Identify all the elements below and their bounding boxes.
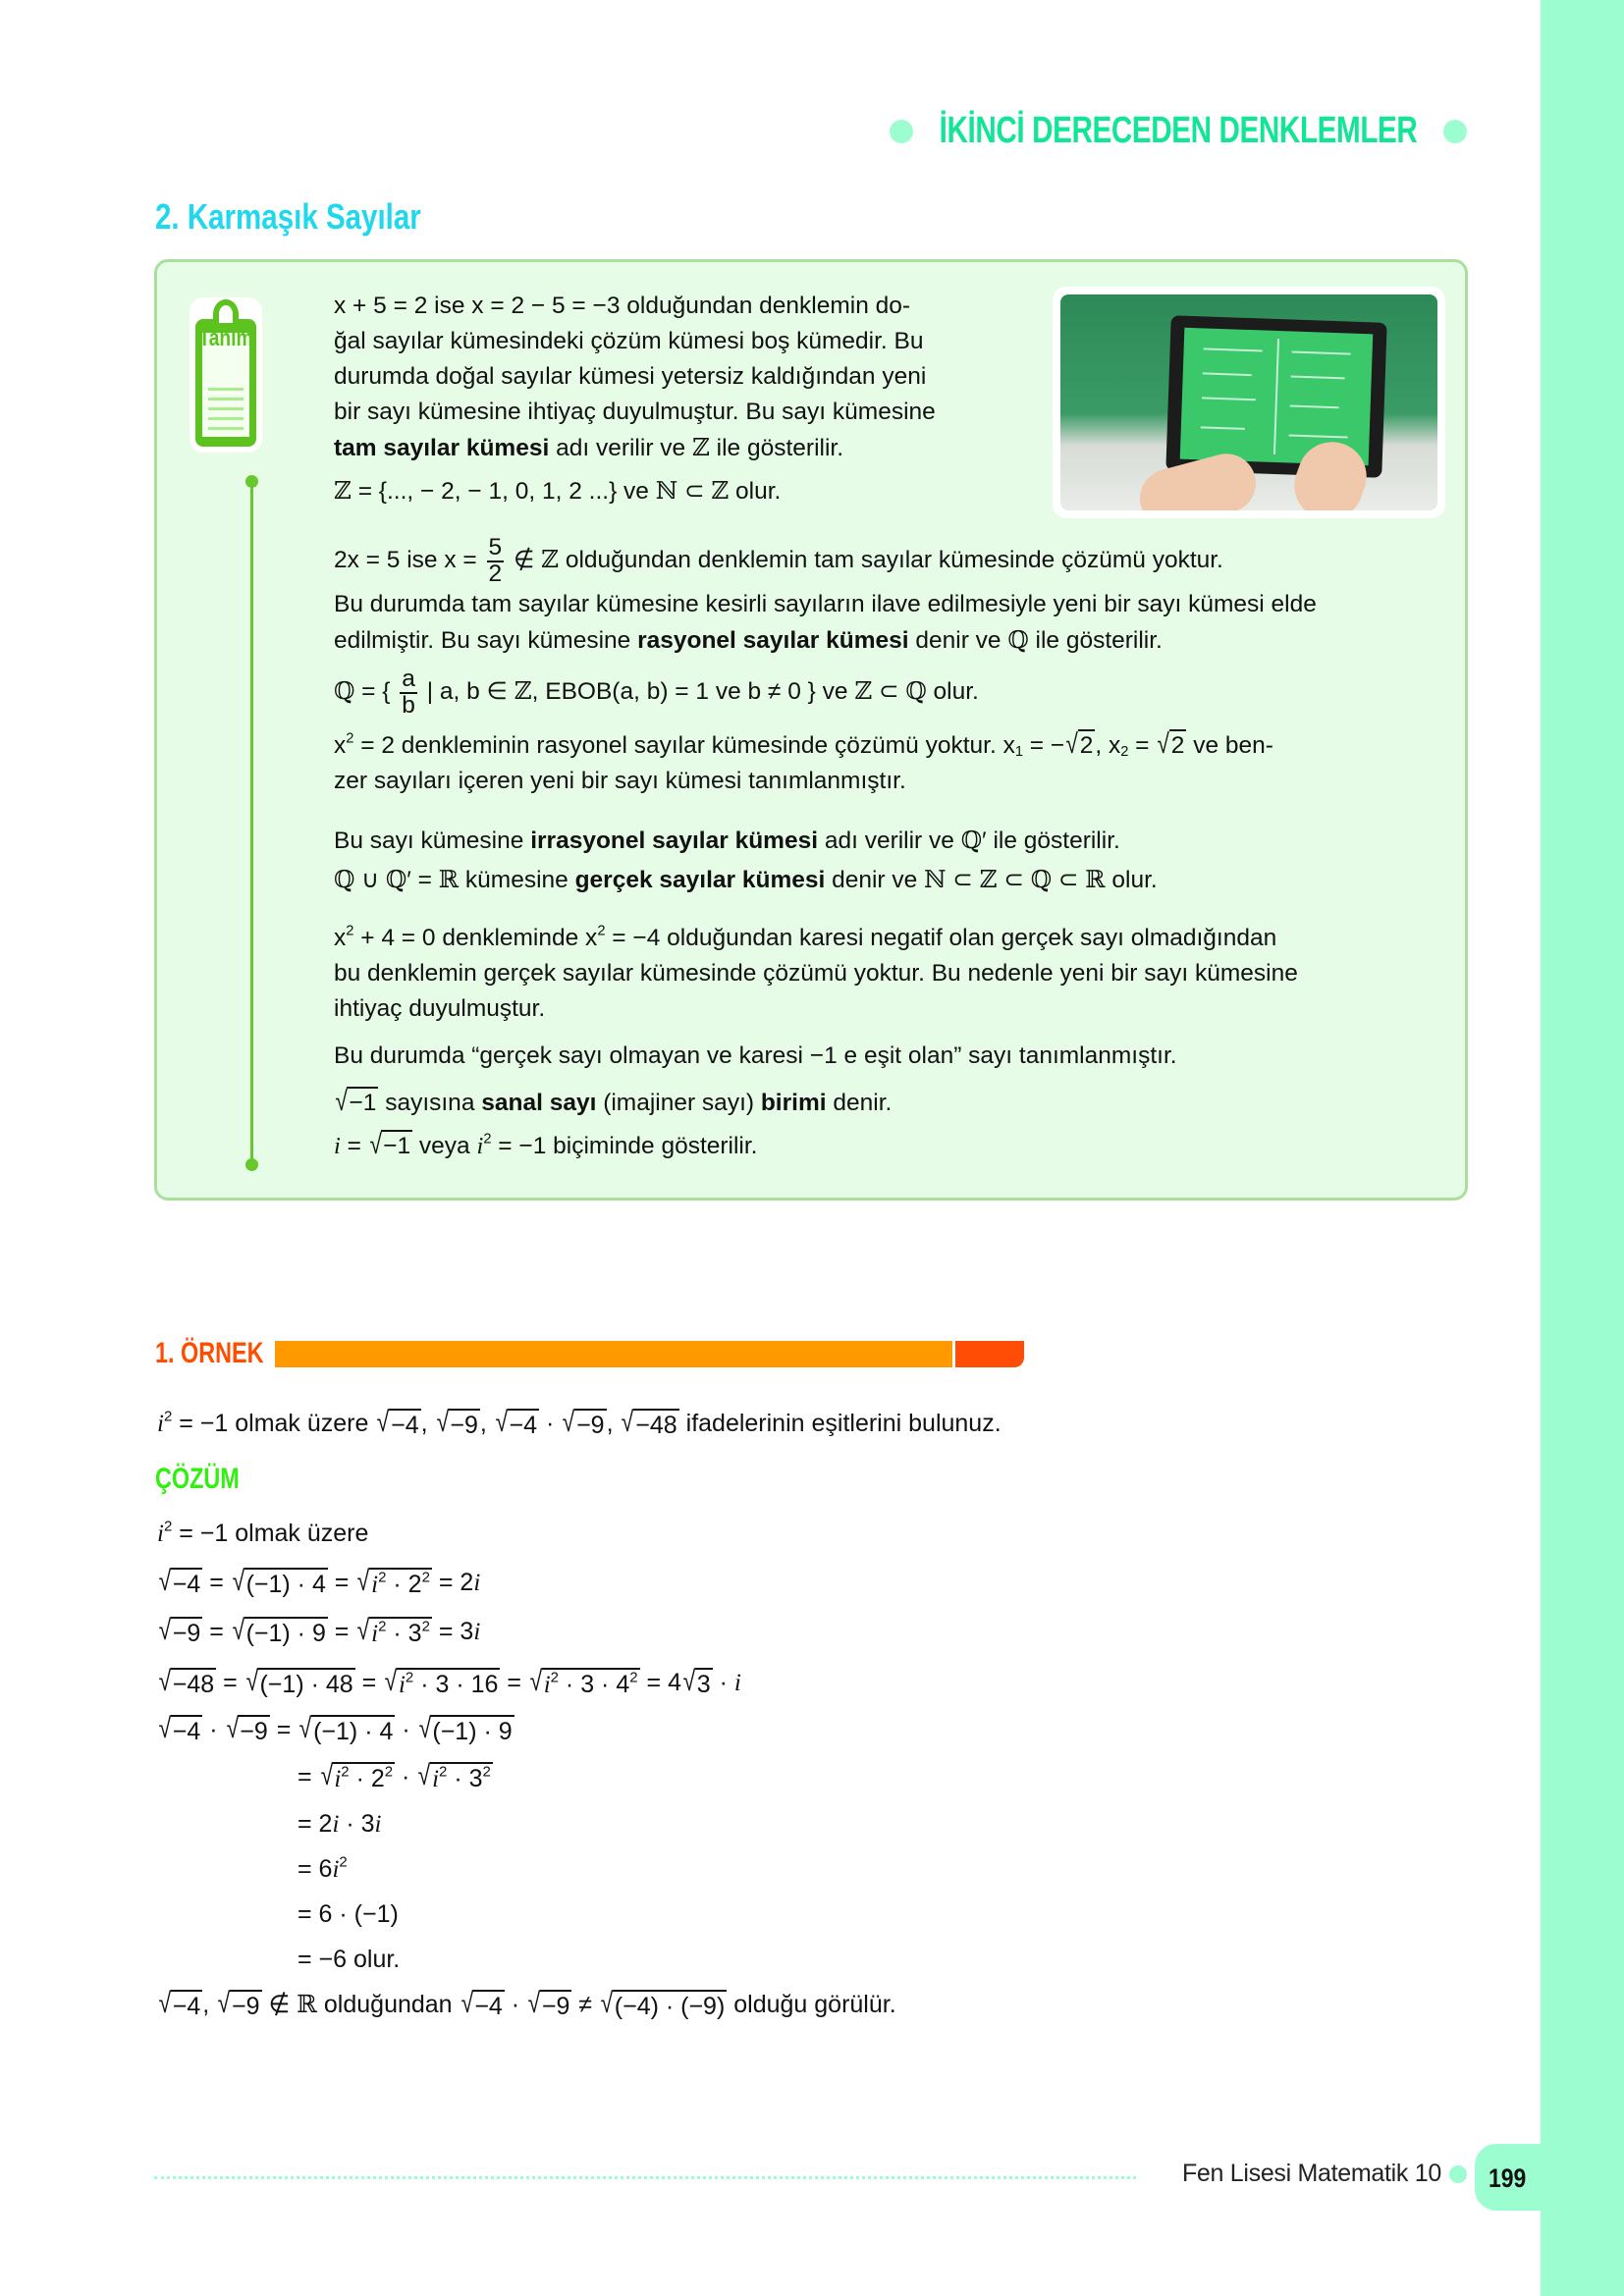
definition-line: tam sayılar kümesi adı verilir ve ℤ ile gösterilir.	[334, 433, 844, 461]
tablet-photo	[1053, 287, 1445, 518]
page-number: 199	[1489, 2163, 1527, 2193]
solution-line: √ −4 = √ (−1) · 4 = √ $i^2 \cdot 2^2$ = 2i	[158, 1566, 481, 1598]
example-question: $i^2 = -1$ olmak üzere √ −4 , √ −9 , √ −4 · √ −9 , √ −48 ifadelerinin eşitlerini bulunuz.	[157, 1407, 1001, 1439]
solution-line: = √ $i^2 \cdot 2^2$ · √ $i^2 \cdot 3^2$	[298, 1760, 491, 1792]
definition-line: bir sayı kümesine ihtiyaç duyulmuştur. Bu sayı kümesine	[334, 399, 936, 425]
footer-book-title: Fen Lisesi Matematik 10	[1181, 2160, 1441, 2187]
definition-label: Tanım	[198, 325, 253, 351]
definition-line: durumda doğal sayılar kümesi yetersiz kaldığından yeni	[334, 363, 927, 390]
definition-line: bu denklemin gerçek sayılar kümesinde çözümü yoktur. Bu nedenle yeni bir sayı kümesine	[334, 960, 1298, 987]
definition-line: ğal sayılar kümesindeki çözüm kümesi boş kümedir. Bu	[334, 328, 924, 354]
example-header	[155, 1337, 1024, 1370]
timeline-dot	[245, 1158, 258, 1171]
example-heading: 1. ÖRNEK	[155, 1337, 264, 1369]
example-bar	[275, 1341, 952, 1367]
definition-line: Bu sayı kümesine irrasyonel sayılar kümesi adı verilir ve ℚ′ ile gösterilir.	[334, 826, 1120, 854]
solution-line: = −6 olur.	[298, 1946, 401, 1973]
definition-line: ℚ = { $\frac{a}{b}$ | a, b ∈ ℤ, EBOB(a, b) = 1 ve b ≠ 0 } ve ℤ ⊂ ℚ olur.	[334, 666, 979, 719]
section-title: 2. Karmaşık Sayılar	[155, 196, 421, 237]
definition-line: ℚ ∪ ℚ′ = ℝ kümesine gerçek sayılar kümesi denir ve ℕ ⊂ ℤ ⊂ ℚ ⊂ ℝ olur.	[334, 865, 1158, 893]
definition-line: ihtiyaç duyulmuştur.	[334, 995, 546, 1022]
footer-divider	[154, 2176, 1136, 2179]
definition-line: edilmiştir. Bu sayı kümesine rasyonel sayılar kümesi denir ve ℚ ile gösterilir.	[334, 625, 1163, 654]
timeline-line	[250, 481, 253, 1166]
chapter-header	[890, 110, 1467, 152]
definition-line: i = √ −1 veya $i^2 = -1$ biçiminde gösterilir.	[334, 1128, 758, 1159]
solution-line: = 2i · 3i	[298, 1810, 382, 1838]
definition-line: x + 5 = 2 ise x = 2 − 5 = −3 olduğundan denklemin do-	[334, 293, 911, 319]
definition-line: ℤ = {..., − 2, − 1, 0, 1, 2 ...} ve ℕ ⊂ ℤ olur.	[334, 476, 782, 505]
bullet-dot-icon	[1443, 120, 1467, 143]
solution-line: √ −4 · √ −9 = √ (−1) · 4 · √ (−1) · 9	[158, 1713, 513, 1745]
solution-line: = 6 · (−1)	[298, 1900, 399, 1928]
definition-line: $x^2 = 2$ denkleminin rasyonel sayılar kümesinde çözümü yoktur. $x_1$ = − √ 2 , $x_2$ = √ 2 ve ben-	[334, 727, 1273, 760]
page-number-tab	[1475, 2144, 1553, 2211]
footer-dot-icon	[1449, 2165, 1467, 2183]
bullet-dot-icon	[890, 120, 913, 143]
example-bar-end	[955, 1341, 1024, 1367]
page-side-strip	[1541, 0, 1624, 2296]
definition-line: Bu durumda tam sayılar kümesine kesirli sayıların ilave edilmesiyle yeni bir sayı kümesi elde	[334, 591, 1317, 617]
definition-line: 2x = 5 ise x = $\frac{5}{2}$ ∉ ℤ olduğundan denklemin tam sayılar kümesinde çözümü yoktur.	[334, 534, 1223, 587]
definition-line: $x^2 + 4 = 0$ denkleminde $x^2 = -4$ olduğundan karesi negatif olan gerçek sayı olmadığından	[334, 923, 1277, 951]
clipboard-icon	[189, 297, 262, 453]
solution-line: $i^2 = -1$ olmak üzere	[157, 1518, 369, 1547]
solution-heading: ÇÖZÜM	[155, 1463, 240, 1495]
definition-line: zer sayıları içeren yeni bir sayı kümesi tanımlanmıştır.	[334, 768, 906, 794]
definition-line: Bu durumda “gerçek sayı olmayan ve karesi −1 e eşit olan” sayı tanımlanmıştır.	[334, 1042, 1177, 1069]
chapter-title: İKİNCİ DERECEDEN DENKLEMLER	[939, 110, 1418, 151]
solution-line: √ −4 , √ −9 ∉ ℝ olduğundan √ −4 · √ −9 ≠ √ (−4) · (−9) olduğu görülür.	[158, 1988, 896, 2020]
definition-line: √ −1 sayısına sanal sayı (imajiner sayı) birimi denir.	[335, 1085, 893, 1116]
solution-line: = $6i^2$	[298, 1853, 348, 1883]
solution-line: √ −9 = √ (−1) · 9 = √ $i^2 \cdot 3^2$ = 3i	[158, 1615, 481, 1647]
solution-line: √ −48 = √ (−1) · 48 = √ $i^2 \cdot 3 \cdot 16$ = √ $i^2 \cdot 3 \cdot 4^2$ = 4 √ 3 · i	[158, 1666, 741, 1698]
timeline-dot	[245, 475, 258, 488]
